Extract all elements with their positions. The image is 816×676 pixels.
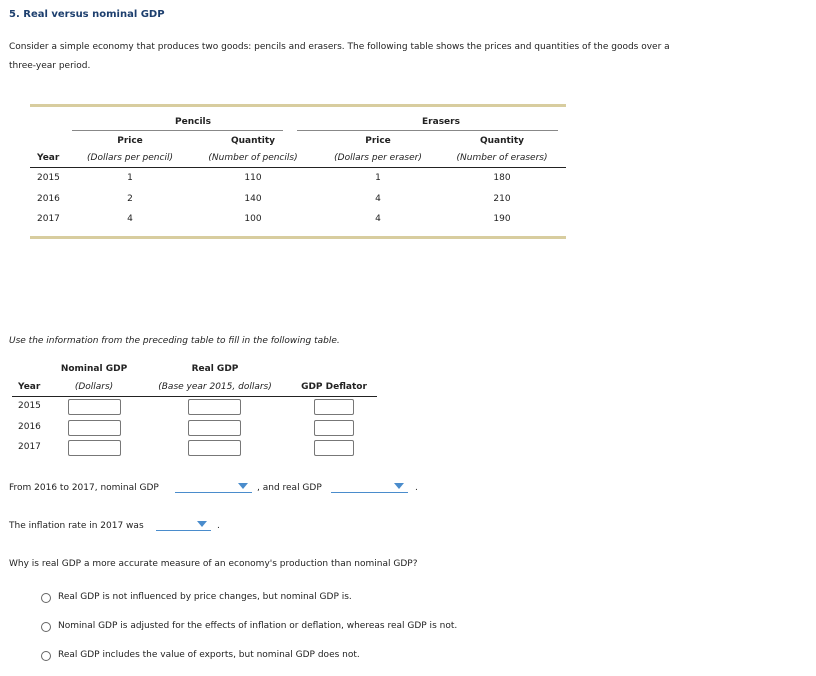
unit-eraser-quantity: (Number of erasers) bbox=[456, 153, 548, 163]
header-real-gdp: Real GDP bbox=[191, 364, 239, 374]
cell-eq: 180 bbox=[493, 173, 511, 183]
question-title: 5. Real versus nominal GDP bbox=[9, 9, 165, 20]
cell-year: 2015 bbox=[37, 173, 60, 183]
unit-nominal: (Dollars) bbox=[74, 382, 114, 392]
group-pencils: Pencils bbox=[175, 117, 211, 127]
inflation-rate-dropdown[interactable] bbox=[156, 518, 211, 531]
option-label[interactable]: Real GDP is not influenced by price changes, but nominal GDP is. bbox=[58, 592, 352, 602]
gdp-deflator-input[interactable] bbox=[314, 420, 354, 436]
real-gdp-input[interactable] bbox=[188, 420, 241, 436]
unit-eraser-price: (Dollars per eraser) bbox=[334, 153, 422, 163]
cell-eq: 210 bbox=[493, 193, 511, 204]
row-year: 2015 bbox=[18, 401, 41, 411]
row-year: 2017 bbox=[18, 442, 41, 452]
real-gdp-input[interactable] bbox=[188, 399, 241, 415]
q1-text-2: , and real GDP bbox=[257, 483, 322, 493]
unit-real: (Base year 2015, dollars) bbox=[158, 382, 272, 392]
header-rule bbox=[30, 167, 566, 168]
cell-year: 2016 bbox=[37, 193, 60, 204]
q1-text: From 2016 to 2017, nominal GDP bbox=[9, 483, 159, 493]
cell-ep: 4 bbox=[375, 214, 381, 224]
cell-eq: 190 bbox=[493, 214, 511, 224]
intro-text-2: three-year period. bbox=[9, 61, 91, 71]
option-label[interactable]: Real GDP includes the value of exports, but nominal GDP does not. bbox=[58, 650, 360, 660]
option-radio[interactable] bbox=[41, 593, 51, 603]
cell-ep: 4 bbox=[375, 193, 381, 204]
option-label[interactable]: Nominal GDP is adjusted for the effects of inflation or deflation, whereas real GDP is not. bbox=[58, 621, 458, 631]
option-radio[interactable] bbox=[41, 651, 51, 661]
option-radio[interactable] bbox=[41, 622, 51, 632]
cell-pq: 140 bbox=[244, 193, 262, 204]
row-year: 2016 bbox=[18, 421, 41, 432]
header-quantity: Quantity bbox=[230, 136, 276, 146]
q2-period: . bbox=[217, 521, 220, 531]
nominal-gdp-input[interactable] bbox=[68, 399, 121, 415]
group-erasers: Erasers bbox=[422, 117, 460, 127]
gdp-deflator-input[interactable] bbox=[314, 440, 354, 456]
cell-ep: 1 bbox=[375, 173, 381, 183]
header-quantity: Quantity bbox=[479, 136, 525, 146]
divider bbox=[72, 130, 283, 131]
unit-pencil-price: (Dollars per pencil) bbox=[87, 153, 173, 163]
nominal-gdp-input[interactable] bbox=[68, 420, 121, 436]
real-gdp-input[interactable] bbox=[188, 440, 241, 456]
header-price: Price bbox=[117, 136, 143, 146]
table-top-border bbox=[30, 104, 566, 107]
cell-pq: 110 bbox=[244, 173, 262, 183]
header-gdp-deflator: GDP Deflator bbox=[301, 382, 367, 392]
header-year: Year bbox=[18, 382, 41, 392]
real-gdp-change-dropdown[interactable] bbox=[331, 480, 408, 493]
q1-period: . bbox=[415, 483, 418, 493]
divider bbox=[297, 130, 558, 131]
header-year: Year bbox=[37, 153, 60, 163]
cell-pp: 2 bbox=[127, 193, 133, 204]
header-price: Price bbox=[365, 136, 391, 146]
gdp-deflator-input[interactable] bbox=[314, 399, 354, 415]
nominal-gdp-input[interactable] bbox=[68, 440, 121, 456]
nominal-gdp-change-dropdown[interactable] bbox=[175, 480, 252, 493]
q3-text: Why is real GDP a more accurate measure of an economy's production than nominal GDP? bbox=[9, 559, 418, 569]
cell-pq: 100 bbox=[244, 214, 262, 224]
table-bottom-border bbox=[30, 236, 566, 239]
cell-pp: 4 bbox=[127, 214, 133, 224]
q2-text: The inflation rate in 2017 was bbox=[9, 521, 144, 531]
instruction-text: Use the information from the preceding table to fill in the following table. bbox=[9, 336, 340, 346]
cell-pp: 1 bbox=[127, 173, 133, 183]
cell-year: 2017 bbox=[37, 214, 60, 224]
intro-text: Consider a simple economy that produces two goods: pencils and erasers. The following table shows the prices and quantities of the goods over a bbox=[9, 42, 670, 52]
header-nominal-gdp: Nominal GDP bbox=[60, 364, 128, 374]
header-rule bbox=[12, 396, 377, 397]
unit-pencil-quantity: (Number of pencils) bbox=[208, 153, 298, 163]
